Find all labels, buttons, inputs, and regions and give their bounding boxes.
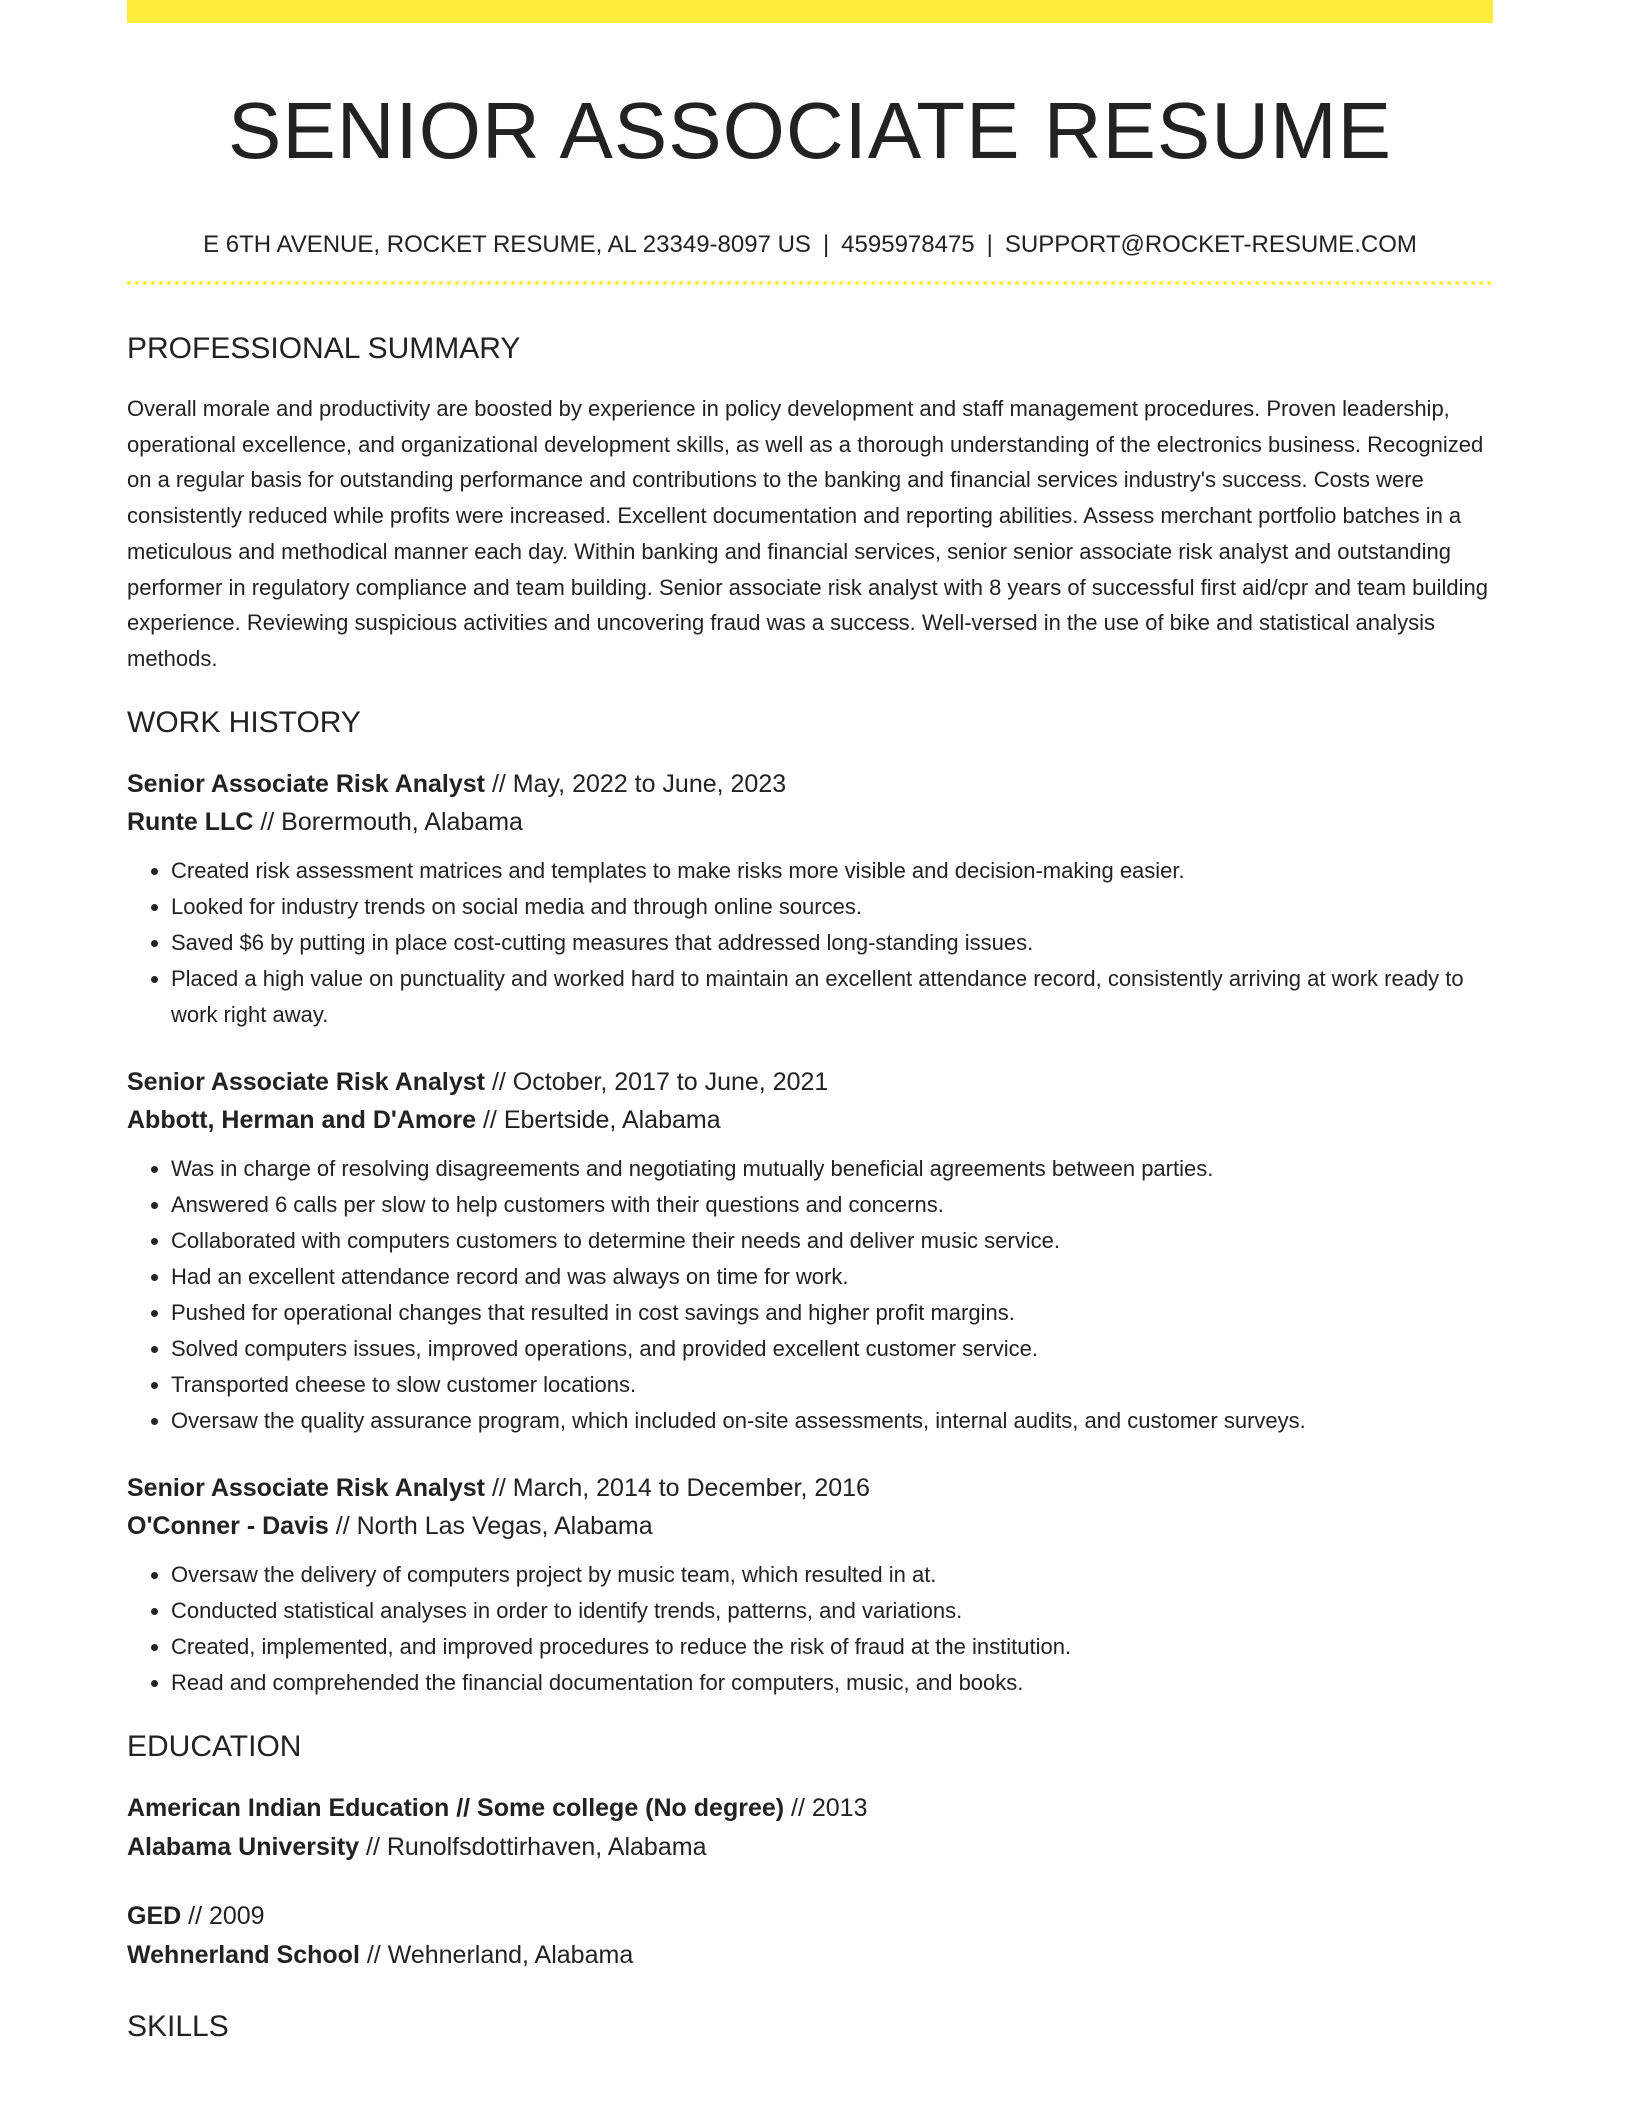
education-school-line <box>127 1828 1493 1867</box>
job-role-line <box>127 765 1493 803</box>
contact-email: SUPPORT@ROCKET-RESUME.COM <box>1004 231 1417 258</box>
job-bullet: • Read and comprehended the financial documentation for computers, music, and books. <box>171 1665 1493 1701</box>
education-degree-line <box>127 1897 1493 1936</box>
education-heading: EDUCATION <box>127 1729 302 1763</box>
education-degree: GED <box>127 1901 182 1930</box>
job-bullet: • Transported cheese to slow customer locations. <box>171 1367 1493 1403</box>
job-bullet: • Had an excellent attendance record and was always on time for work. <box>171 1259 1493 1295</box>
job-location: // Ebertside, Alabama <box>476 1105 721 1134</box>
contact-separator: | <box>986 231 993 258</box>
education-degree: American Indian Education // Some college (No degree) <box>127 1793 785 1822</box>
job-company: Abbott, Herman and D'Amore <box>127 1105 477 1134</box>
education-year: // 2013 <box>784 1793 868 1822</box>
education-location: // Wehnerland, Alabama <box>359 1940 634 1969</box>
education-school-line <box>127 1936 1493 1975</box>
job-bullet: • Collaborated with computers customers to determine their needs and deliver music service. <box>171 1223 1493 1259</box>
job-location: // North Las Vegas, Alabama <box>328 1511 653 1540</box>
job-company: O'Conner - Davis <box>127 1511 329 1540</box>
job-bullet: • Conducted statistical analyses in order to identify trends, patterns, and variations. <box>171 1593 1493 1629</box>
contact-separator: | <box>822 231 830 258</box>
job-dates: // March, 2014 to December, 2016 <box>485 1473 870 1502</box>
contact-line <box>127 229 1493 261</box>
job-entry <box>127 1063 1493 1439</box>
job-bullet: • Placed a high value on punctuality and worked hard to maintain an excellent attendance record, consistently arriving at work ready to work right away. <box>171 961 1493 1033</box>
job-bullet: • Created risk assessment matrices and templates to make risks more visible and decision-making easier. <box>171 853 1493 889</box>
job-location: // Borermouth, Alabama <box>253 807 523 836</box>
job-bullet: • Solved computers issues, improved operations, and provided excellent customer service. <box>171 1331 1493 1367</box>
job-dates: // May, 2022 to June, 2023 <box>485 769 787 798</box>
contact-address: E 6TH AVENUE, ROCKET RESUME, AL 23349-8097 US <box>203 231 811 258</box>
job-bullet: • Was in charge of resolving disagreements and negotiating mutually beneficial agreements between parties. <box>171 1151 1493 1187</box>
job-bullets <box>127 853 1493 1033</box>
education-entry <box>127 1789 1493 1867</box>
education-school: Wehnerland School <box>127 1940 360 1969</box>
job-company-line <box>127 1101 1493 1139</box>
job-role-line <box>127 1469 1493 1507</box>
job-bullets <box>127 1151 1493 1439</box>
job-bullets <box>127 1557 1493 1701</box>
education-entry <box>127 1897 1493 1975</box>
job-entry <box>127 765 1493 1033</box>
job-role-line <box>127 1063 1493 1101</box>
job-role: Senior Associate Risk Analyst <box>127 769 486 798</box>
dotted-divider <box>127 281 1493 285</box>
job-bullet: • Looked for industry trends on social media and through online sources. <box>171 889 1493 925</box>
job-bullet: • Pushed for operational changes that resulted in cost savings and higher profit margins. <box>171 1295 1493 1331</box>
summary-heading: PROFESSIONAL SUMMARY <box>127 332 521 365</box>
job-company: Runte LLC <box>127 807 254 836</box>
job-role: Senior Associate Risk Analyst <box>127 1067 486 1096</box>
job-bullet: • Saved $6 by putting in place cost-cutting measures that addressed long-standing issues. <box>171 925 1493 961</box>
contact-phone: 4595978475 <box>841 231 975 258</box>
top-accent-bar <box>127 0 1493 23</box>
job-bullet: • Oversaw the delivery of computers project by music team, which resulted in at. <box>171 1557 1493 1593</box>
job-bullet: • Answered 6 calls per slow to help customers with their questions and concerns. <box>171 1187 1493 1223</box>
work-history-heading: WORK HISTORY <box>127 705 361 739</box>
job-role: Senior Associate Risk Analyst <box>127 1473 486 1502</box>
job-company-line <box>127 803 1493 841</box>
education-location: // Runolfsdottirhaven, Alabama <box>359 1832 707 1861</box>
education-school: Alabama University <box>127 1832 360 1861</box>
education-year: // 2009 <box>181 1901 265 1930</box>
resume-title: SENIOR ASSOCIATE RESUME <box>228 86 1392 175</box>
job-entry <box>127 1469 1493 1701</box>
resume-content <box>127 23 1493 2047</box>
summary-text: Overall morale and productivity are boosted by experience in policy development and staff management procedures. Proven leadership, operational excellence, and organizational development skills, as well as a thorough understanding of the electronics business. Recognized on a regular basis for outstanding performance and contributions to the banking and financial services industry's success. Costs were consistently reduced while profits were increased. Excellent documentation and reporting abilities. Assess merchant portfolio batches in a meticulous and methodical manner each day. Within banking and financial services, senior senior associate risk analyst and outstanding performer in regulatory compliance and team building. Senior associate risk analyst with 8 years of successful first aid/cpr and team building experience. Reviewing suspicious activities and uncovering fraud was a success. Well-versed in the use of bike and statistical analysis methods. <box>127 396 1488 671</box>
job-bullet: • Oversaw the quality assurance program, which included on-site assessments, internal audits, and customer surveys. <box>171 1403 1493 1439</box>
job-company-line <box>127 1507 1493 1545</box>
job-bullet: • Created, implemented, and improved procedures to reduce the risk of fraud at the institution. <box>171 1629 1493 1665</box>
skills-heading: SKILLS <box>127 2009 229 2043</box>
job-dates: // October, 2017 to June, 2021 <box>485 1067 829 1096</box>
education-degree-line <box>127 1789 1493 1828</box>
